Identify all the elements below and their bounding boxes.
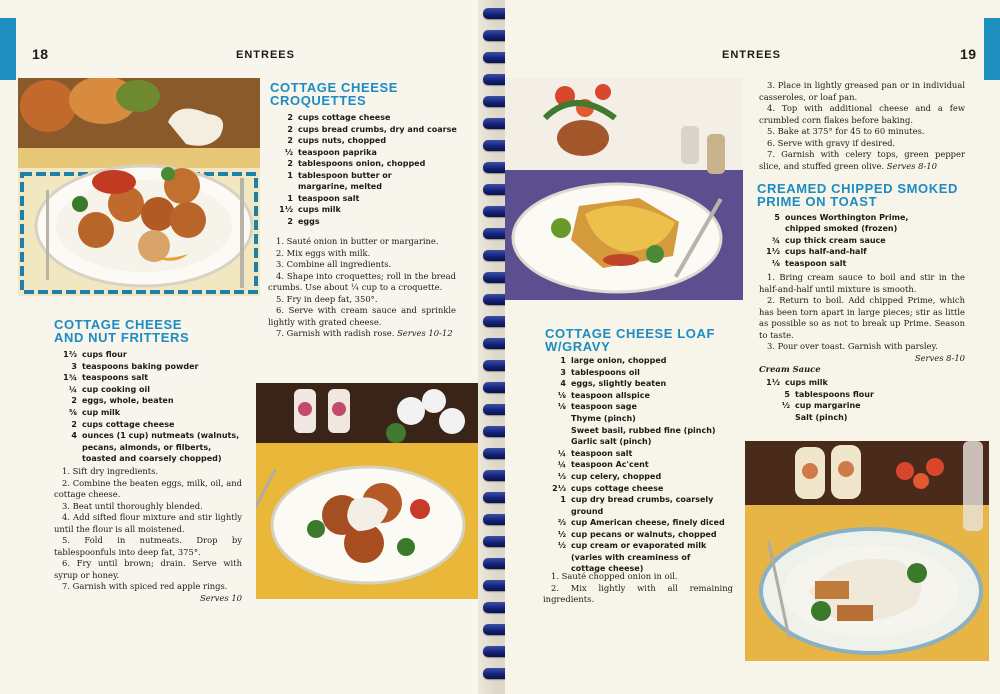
ingredient-item: cups cottage cheese (298, 113, 391, 122)
fritters-steps (54, 466, 242, 604)
prime-steps (759, 272, 965, 364)
step: 2. Mix lightly with all remaining ingredients. (543, 582, 733, 604)
ingredient-item: cups milk (785, 378, 828, 387)
ingredient-qty: 2 (287, 124, 293, 134)
serves-note: Serves 10-12 (397, 328, 453, 338)
step: 5. Bake at 375° for 45 to 60 minutes. (767, 126, 925, 136)
step: 1. Sauté chopped onion in oil. (551, 571, 678, 581)
ingredient-item: teaspoons salt (82, 373, 149, 383)
page-number: 18 (32, 46, 49, 62)
ingredient-item: teaspoon Ac'cent (571, 460, 649, 470)
ingredient-qty: 2 (287, 113, 293, 122)
ingredient-qty: 5 (784, 389, 790, 399)
loaf-photo (505, 78, 743, 300)
title-line: AND NUT FRITTERS (54, 330, 190, 345)
ingredient-qty: 1½ (766, 247, 780, 257)
ingredient-item: teaspoon sage (571, 402, 637, 412)
step: 2. Mix eggs with milk. (276, 247, 371, 258)
ingredient-qty: 1 (287, 193, 293, 203)
ingredient-qty (545, 425, 571, 437)
ingredient-item: cups bread crumbs, dry and coarse (298, 124, 457, 134)
step: 2. Return to boil. Add chipped Prime, which has been torn apart in large pieces; stir as little as possible so as not to break up Prime. Season to taste. (759, 295, 965, 340)
ingredient-qty: 2 (287, 159, 293, 169)
loaf-ingredients (545, 355, 735, 574)
ingredient-item: tablespoons onion, chopped (298, 159, 426, 169)
cream-sauce-ingredients (761, 377, 959, 423)
ingredient-qty: ½ (557, 541, 566, 551)
ingredient-item: cup margarine (795, 401, 861, 411)
step: 6. Serve with gravy if desired. (767, 137, 896, 148)
ingredient-item: teaspoons baking powder (82, 361, 199, 371)
ingredient-item: cup pecans or walnuts, chopped (571, 529, 717, 539)
ingredient-item: teaspoon salt (571, 448, 633, 458)
ingredient-item: eggs, slightly beaten (571, 379, 667, 389)
step: 2. Combine the beaten eggs, milk, oil, and cottage cheese. (54, 477, 242, 499)
fritters-ingredients (56, 349, 246, 464)
ingredient-qty: ½ (557, 529, 566, 539)
serves-note: Serves 8-10 (914, 352, 965, 363)
loaf-continued-steps (759, 80, 965, 172)
running-head: ENTREES (722, 49, 781, 61)
ingredient-qty: ⅛ (557, 390, 566, 400)
right-page (505, 0, 1000, 694)
croquettes-photo (18, 78, 260, 296)
ingredient-qty: 1 (287, 170, 293, 180)
section-tab (984, 18, 1000, 80)
step: 4. Add sifted flour mixture and stir lightly until the flour is all moistened. (54, 512, 242, 534)
ingredient-qty: 1½ (279, 205, 293, 215)
running-head: ENTREES (236, 49, 295, 61)
ingredient-qty: ¼ (557, 460, 566, 470)
ingredient-qty: 2 (287, 136, 293, 146)
ingredient-item: Garlic salt (pinch) (571, 437, 652, 447)
step: 4. Shape into croquettes; roll in the bread crumbs. Use about ¼ cup to a croquette. (268, 270, 456, 292)
ingredient-qty: ½ (284, 147, 293, 157)
ingredient-qty: ⅜ (68, 407, 77, 417)
title-line: CREAMED CHIPPED SMOKED (757, 181, 958, 196)
ingredient-item: ounces Worthington Prime, chipped smoked (frozen) (785, 213, 909, 234)
step: 1. Sauté onion in butter or margarine. (276, 236, 439, 246)
ingredient-item: cup cooking oil (82, 384, 150, 394)
serves-note: Serves 10 (199, 592, 242, 603)
ingredient-item: ounces (1 cup) nutmeats (walnuts, pecans, almonds, or filberts, toasted and coarsely chopped) (82, 431, 240, 463)
title-line: COTTAGE CHEESE (270, 80, 399, 95)
ingredient-item: cup thick cream sauce (785, 235, 886, 245)
ingredient-qty: 2⅓ (552, 483, 566, 493)
ingredient-qty: ¾ (771, 235, 780, 245)
ingredient-qty: 4 (560, 379, 566, 389)
ingredient-item: teaspoon salt (298, 193, 360, 203)
cream-sauce-label: Cream Sauce (759, 364, 821, 374)
ingredient-qty: ½ (781, 401, 790, 411)
ingredient-qty: 1 (560, 495, 566, 505)
ingredient-item: cup celery, chopped (571, 471, 662, 481)
ingredient-qty: ⅓ (557, 471, 566, 481)
step: 7. Garnish with celery tops, green pepper slice, and stuffed green olive. (759, 149, 965, 171)
step: 3. Combine all ingredients. (276, 259, 392, 269)
ingredient-qty: 1⅔ (63, 350, 77, 359)
title-line: COTTAGE CHEESE (54, 317, 183, 332)
ingredient-qty: ⅔ (557, 517, 566, 527)
ingredient-item: teaspoon salt (785, 259, 847, 268)
prime-ingredients (761, 212, 959, 270)
ingredient-qty (545, 413, 571, 425)
fritters-photo (256, 383, 478, 599)
title-line: PRIME ON TOAST (757, 194, 878, 209)
ingredient-qty: 3 (71, 361, 77, 371)
step: 5. Fry in deep fat, 350°. (276, 293, 378, 304)
step: 3. Pour over toast. Garnish with parsley. (767, 341, 938, 351)
ingredient-qty: 1½ (766, 378, 780, 387)
step: 6. Serve with cream sauce and sprinkle lightly with grated cheese. (268, 305, 456, 327)
prime-title (757, 182, 958, 208)
section-tab (0, 18, 16, 80)
ingredient-qty: 2 (71, 419, 77, 429)
title-line: W/GRAVY (545, 339, 611, 354)
ingredient-qty: 4 (71, 431, 77, 441)
ingredient-item: teaspoon paprika (298, 147, 377, 157)
ingredient-item: large onion, chopped (571, 356, 667, 365)
title-line: CROQUETTES (270, 93, 367, 108)
ingredient-item: tablespoons oil (571, 367, 640, 377)
ingredient-item: tablespoons flour (795, 389, 874, 399)
ingredient-qty: 2 (287, 216, 293, 226)
ingredient-item: eggs (298, 216, 320, 226)
ingredient-item: cup milk (82, 407, 121, 417)
ingredient-qty (761, 412, 795, 424)
serves-note: Serves 8-10 (886, 160, 937, 171)
step: 7. Garnish with spiced red apple rings. (62, 581, 228, 591)
step: 7. Garnish with radish rose. (276, 328, 395, 338)
ingredient-item: cup American cheese, finely diced (571, 517, 725, 527)
step: 5. Fold in nutmeats. Drop by tablespoonfuls into deep fat, 375°. (54, 535, 242, 557)
ingredient-item: Salt (pinch) (795, 412, 848, 422)
prime-photo (745, 441, 989, 661)
loaf-steps (543, 571, 733, 606)
ingredient-qty: 3 (560, 367, 566, 377)
ingredient-qty: 2 (71, 396, 77, 406)
ingredient-item: eggs, whole, beaten (82, 396, 174, 406)
ingredient-qty: ⅛ (557, 402, 566, 412)
croquettes-title (270, 81, 398, 107)
fritters-title (54, 318, 189, 344)
left-page (0, 0, 495, 694)
ingredient-item: cups half-and-half (785, 247, 867, 257)
ingredient-item: cups milk (298, 205, 341, 215)
ingredient-qty (545, 436, 571, 448)
ingredient-item: Sweet basil, rubbed fine (pinch) (571, 425, 716, 435)
ingredient-item: cups flour (82, 350, 127, 359)
title-line: COTTAGE CHEESE LOAF (545, 326, 716, 341)
ingredient-item: cup dry bread crumbs, coarsely ground (571, 495, 714, 516)
step: 6. Fry until brown; drain. Serve with syrup or honey. (54, 558, 242, 580)
ingredient-item: Thyme (pinch) (571, 413, 636, 423)
croquettes-ingredients (272, 112, 472, 228)
ingredient-item: teaspoon allspice (571, 390, 650, 400)
ingredient-item: tablespoon butter or margarine, melted (298, 170, 392, 192)
step: 1. Bring cream sauce to boil and stir in the half-and-half until mixture is smooth. (759, 272, 965, 294)
ingredient-item: cup cream or evaporated milk (varies with creaminess of cottage cheese) (571, 541, 707, 573)
ingredient-qty: 5 (774, 213, 780, 222)
ingredient-qty: ¼ (557, 448, 566, 458)
ingredient-qty: 1 (560, 356, 566, 365)
ingredient-qty: 1¾ (63, 373, 77, 383)
ingredient-item: cups nuts, chopped (298, 136, 387, 146)
croquettes-steps (268, 236, 456, 340)
step: 3. Place in lightly greased pan or in individual casseroles, or loaf pan. (759, 80, 965, 102)
ingredient-item: cups cottage cheese (82, 419, 175, 429)
loaf-title (545, 327, 715, 353)
ingredient-qty: ⅛ (771, 259, 780, 268)
step: 1. Sift dry ingredients. (62, 466, 159, 476)
ingredient-qty: ¼ (68, 384, 77, 394)
step: 4. Top with additional cheese and a few crumbled corn flakes before baking. (759, 103, 965, 125)
ingredient-item: cups cottage cheese (571, 483, 664, 493)
step: 3. Beat until thoroughly blended. (62, 500, 203, 511)
page-number: 19 (960, 46, 977, 62)
